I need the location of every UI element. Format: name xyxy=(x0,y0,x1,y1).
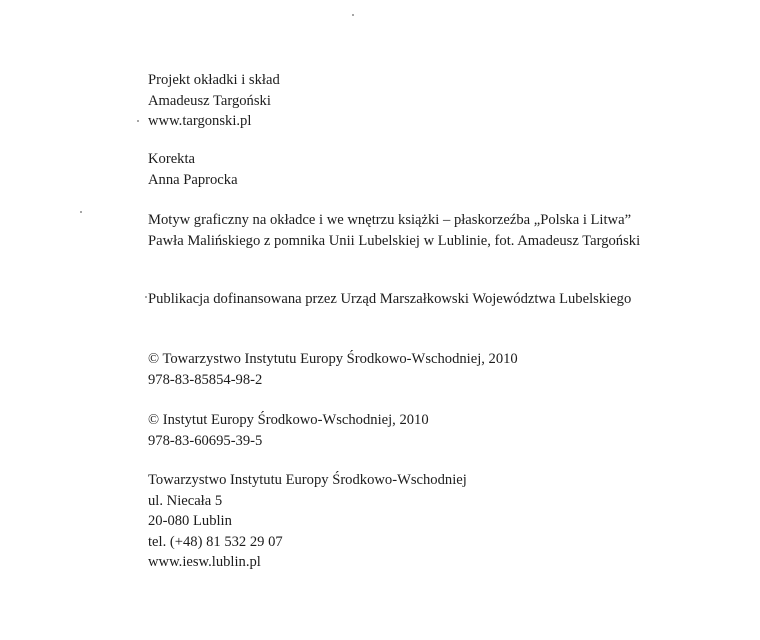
scan-speck xyxy=(80,211,82,213)
publisher-name: Towarzystwo Instytutu Europy Środkowo-Wschodniej xyxy=(148,472,467,488)
publisher-website[interactable]: www.iesw.lublin.pl xyxy=(148,554,261,570)
cover-design-url[interactable]: www.targonski.pl xyxy=(148,113,252,129)
proofreading-credit xyxy=(148,149,238,190)
copyright-block-1 xyxy=(148,349,518,390)
graphic-motif-line-2: Pawła Malińskiego z pomnika Unii Lubelskiej w Lublinie, fot. Amadeusz Targoński xyxy=(148,232,641,249)
cover-design-name: Amadeusz Targoński xyxy=(148,92,271,109)
proofreading-label: Korekta xyxy=(148,151,196,167)
graphic-motif-line-1: Motyw graficzny na okładce i we wnętrzu książki – płaskorzeźba „Polska i Litwa” xyxy=(148,212,632,228)
isbn: 978-83-60695-39-5 xyxy=(148,432,263,449)
funding-text: Publikacja dofinansowana przez Urząd Marszałkowski Województwa Lubelskiego xyxy=(148,291,632,307)
cover-design-label: Projekt okładki i skład xyxy=(148,72,280,88)
publisher-city: 20-080 Lublin xyxy=(148,513,232,529)
isbn: 978-83-85854-98-2 xyxy=(148,371,263,388)
funding-note xyxy=(148,289,631,310)
publisher-phone: tel. (+48) 81 532 29 07 xyxy=(148,533,283,550)
publisher-street: ul. Niecała 5 xyxy=(148,492,223,509)
scan-speck xyxy=(352,14,354,16)
publisher-address xyxy=(148,470,467,573)
copyright-holder: © Instytut Europy Środkowo-Wschodniej, 2010 xyxy=(148,412,429,428)
copyright-block-2 xyxy=(148,410,429,451)
proofreading-name: Anna Paprocka xyxy=(148,171,238,188)
cover-design-credit xyxy=(148,70,280,132)
scan-speck xyxy=(145,296,147,298)
graphic-motif-note xyxy=(148,210,640,251)
scan-speck xyxy=(137,120,139,122)
copyright-holder: © Towarzystwo Instytutu Europy Środkowo-Wschodniej, 2010 xyxy=(148,351,518,367)
